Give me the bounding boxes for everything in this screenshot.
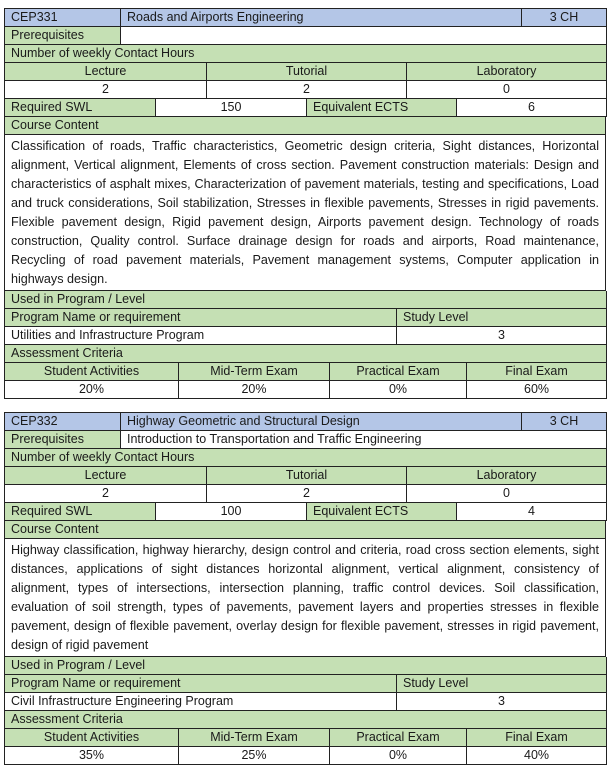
course-title: Highway Geometric and Structural Design	[121, 413, 522, 431]
lecture-label: Lecture	[5, 467, 207, 485]
prerequisites-label: Prerequisites	[5, 27, 121, 45]
lecture-value: 2	[5, 81, 207, 99]
study-level-label: Study Level	[397, 675, 607, 693]
laboratory-value: 0	[407, 485, 607, 503]
required-swl-value: 150	[156, 99, 307, 117]
student-activities-value: 20%	[5, 381, 179, 399]
midterm-exam-value: 25%	[179, 747, 330, 765]
final-exam-value: 60%	[467, 381, 607, 399]
tutorial-label: Tutorial	[207, 467, 407, 485]
final-exam-value: 40%	[467, 747, 607, 765]
assessment-criteria-label: Assessment Criteria	[5, 711, 607, 729]
course-content-label: Course Content	[5, 117, 606, 135]
practical-exam-value: 0%	[330, 747, 467, 765]
student-activities-label: Student Activities	[5, 729, 179, 747]
course-code: CEP331	[5, 9, 121, 27]
course-content-text: Highway classification, highway hierarchy, design control and criteria, road cross section elements, sight distances, applications of sight distances horizontal alignment, vertical alignment, consistency of alignment, types of intersections, intersection planning, traffic control devices. Soil classification, evaluation of soil strength, types of pavements, pavement layers and properties stresses in flexible pavement, design of flexible pavement, overlay design for flexible pavement, stresses in rigid pavement, design of rigid pavement	[5, 539, 606, 657]
practical-exam-value: 0%	[330, 381, 467, 399]
used-in-program-label: Used in Program / Level	[5, 657, 607, 675]
prerequisites-value	[121, 27, 607, 45]
midterm-exam-label: Mid-Term Exam	[179, 363, 330, 381]
swl-table	[4, 99, 607, 117]
content-table	[4, 521, 606, 657]
course-card-cep331	[4, 8, 606, 399]
program-table	[4, 291, 607, 345]
practical-exam-label: Practical Exam	[330, 729, 467, 747]
lecture-label: Lecture	[5, 63, 207, 81]
prerequisites-table	[4, 27, 607, 45]
practical-exam-label: Practical Exam	[330, 363, 467, 381]
study-level-value: 3	[397, 327, 607, 345]
course-content-label: Course Content	[5, 521, 606, 539]
swl-table	[4, 503, 607, 521]
course-header-row	[5, 9, 607, 27]
program-name-label: Program Name or requirement	[5, 309, 397, 327]
course-title: Roads and Airports Engineering	[121, 9, 522, 27]
final-exam-label: Final Exam	[467, 363, 607, 381]
laboratory-value: 0	[407, 81, 607, 99]
prerequisites-value: Introduction to Transportation and Traffic Engineering	[121, 431, 607, 449]
used-in-program-label: Used in Program / Level	[5, 291, 607, 309]
ects-label: Equivalent ECTS	[307, 99, 457, 117]
tutorial-value: 2	[207, 81, 407, 99]
midterm-exam-value: 20%	[179, 381, 330, 399]
course-header-table	[4, 412, 607, 431]
ects-label: Equivalent ECTS	[307, 503, 457, 521]
laboratory-label: Laboratory	[407, 63, 607, 81]
final-exam-label: Final Exam	[467, 729, 607, 747]
course-header-row	[5, 413, 607, 431]
tutorial-value: 2	[207, 485, 407, 503]
study-level-value: 3	[397, 693, 607, 711]
required-swl-value: 100	[156, 503, 307, 521]
study-level-label: Study Level	[397, 309, 607, 327]
content-table	[4, 117, 606, 291]
program-name-value: Utilities and Infrastructure Program	[5, 327, 397, 345]
prerequisites-table	[4, 431, 607, 449]
tutorial-label: Tutorial	[207, 63, 407, 81]
contact-hours-label: Number of weekly Contact Hours	[5, 45, 607, 63]
laboratory-label: Laboratory	[407, 467, 607, 485]
credit-hours: 3 CH	[522, 413, 607, 431]
ects-value: 6	[457, 99, 607, 117]
program-table	[4, 657, 607, 711]
program-name-label: Program Name or requirement	[5, 675, 397, 693]
prerequisites-label: Prerequisites	[5, 431, 121, 449]
assessment-table	[4, 345, 607, 399]
ects-value: 4	[457, 503, 607, 521]
course-card-cep332	[4, 412, 606, 765]
required-swl-label: Required SWL	[5, 99, 156, 117]
required-swl-label: Required SWL	[5, 503, 156, 521]
midterm-exam-label: Mid-Term Exam	[179, 729, 330, 747]
program-name-value: Civil Infrastructure Engineering Program	[5, 693, 397, 711]
contact-hours-table	[4, 449, 607, 503]
student-activities-value: 35%	[5, 747, 179, 765]
contact-hours-label: Number of weekly Contact Hours	[5, 449, 607, 467]
course-content-text: Classification of roads, Traffic characteristics, Geometric design criteria, Sight distances, Horizontal alignment, Vertical alignment, Elements of cross section. Pavement construction materials: Design and characteristics of asphalt mixes, Characterization of pavement materials, testing and specifications, Load and truck considerations, Soil stabilization, Stresses in flexible pavements, Stresses in rigid pavements. Flexible pavement design, Rigid pavement design, Airports pavement design. Technology of roads construction, Quality control. Surface drainage design for roads and airports, Road maintenance, Recycling of road pavement materials, Pavement management systems, Computer application in highways design.	[5, 135, 606, 291]
contact-hours-table	[4, 45, 607, 99]
lecture-value: 2	[5, 485, 207, 503]
student-activities-label: Student Activities	[5, 363, 179, 381]
assessment-criteria-label: Assessment Criteria	[5, 345, 607, 363]
credit-hours: 3 CH	[522, 9, 607, 27]
assessment-table	[4, 711, 607, 765]
course-code: CEP332	[5, 413, 121, 431]
course-header-table	[4, 8, 607, 27]
